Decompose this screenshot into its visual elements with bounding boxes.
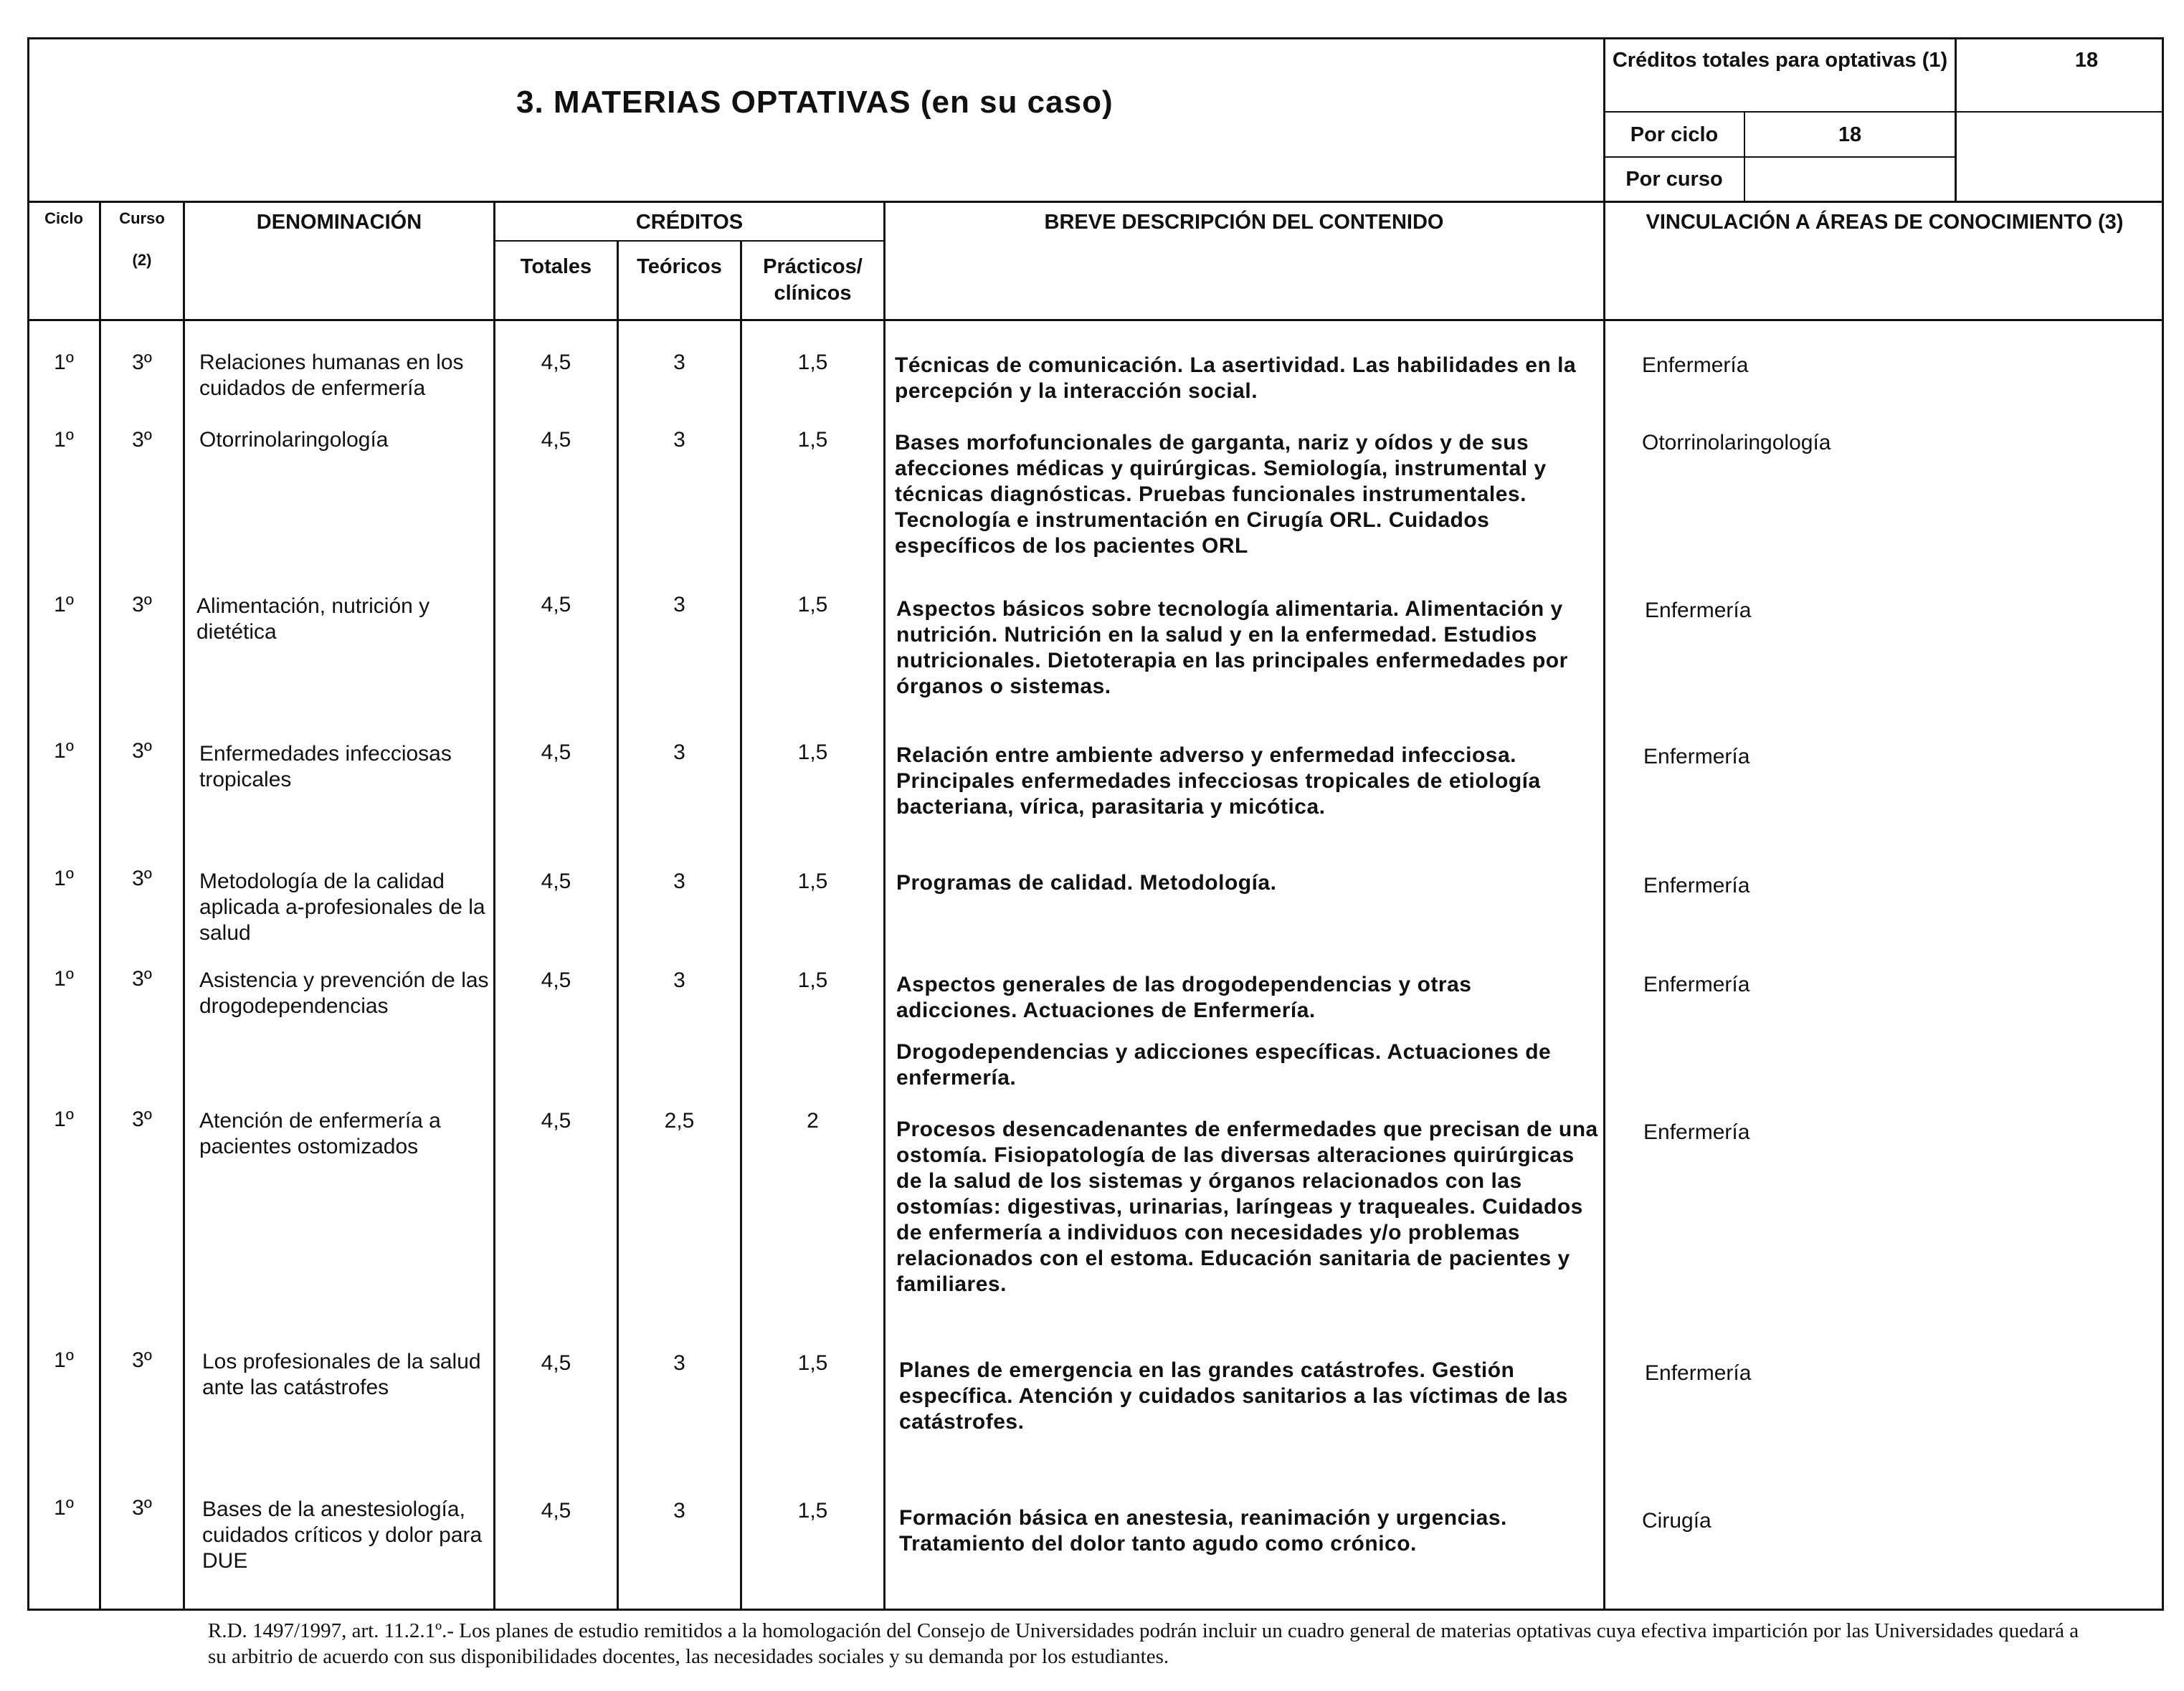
col-ciclo: Ciclo: [44, 209, 83, 227]
table-cell-ciclo: 1º: [54, 867, 74, 890]
table-cell-curso: 3º: [132, 1108, 152, 1131]
credit-box-line2: [1603, 156, 1955, 158]
table-cell-descripcion: Formación básica en anestesia, reanimación y urgencias. Tratamiento del dolor tanto agudo como crónico.: [899, 1506, 1507, 1556]
table-cell-denominacion: Los profesionales de la salud ante las catástrofes: [202, 1350, 481, 1399]
table-cell-ciclo: 1º: [54, 428, 74, 452]
por-curso-label: Por curso: [1625, 168, 1723, 191]
col-curso-note: (2): [132, 251, 152, 269]
table-cell-curso: 3º: [132, 1348, 152, 1372]
table-cell-teoricos: 3: [673, 740, 685, 764]
credit-box-line1: [1603, 111, 2164, 113]
table-cell-ciclo: 1º: [54, 351, 74, 374]
table-cell-denominacion: Relaciones humanas en los cuidados de enfermería: [199, 351, 464, 400]
table-cell-descripcion: Procesos desencadenantes de enfermedades que precisan de una ostomía. Fisiopatología de las diversas alteraciones quirúrgicas de la salud de los sistemas y órganos relacionados con las ostomías: digestivas, urinarias, laríngeas y traqueales. Cuidados de enfermería a individuos con necesidades y/o problemas relacionados con el estoma. Educación sanitaria de pacientes y familiares.: [896, 1118, 1598, 1296]
table-cell-area: Enfermería: [1643, 874, 1750, 897]
table-cell-ciclo: 1º: [54, 1108, 74, 1131]
table-cell-denominacion: Enfermedades infecciosas tropicales: [199, 742, 452, 791]
col-curso: Curso: [119, 209, 165, 227]
table-cell-area: Enfermería: [1643, 745, 1750, 768]
table-cell-practicos: 1,5: [797, 593, 828, 616]
table-cell-descripcion: Aspectos generales de las drogodependencias y otras adicciones. Actuaciones de Enfermería.: [896, 973, 1472, 1022]
table-cell-area: Enfermería: [1645, 599, 1752, 622]
col-denominacion: DENOMINACIÓN: [256, 211, 422, 234]
page-title: 3. MATERIAS OPTATIVAS (en su caso): [516, 85, 1114, 120]
table-cell-teoricos: 3: [673, 870, 685, 893]
table-cell-teoricos: 3: [673, 1351, 685, 1375]
table-cell-practicos: 2: [807, 1109, 819, 1133]
table-cell-area: Enfermería: [1643, 1120, 1750, 1144]
table-cell-area: Enfermería: [1643, 973, 1750, 996]
table-cell-curso: 3º: [132, 428, 152, 452]
col-line-ciclo: [99, 201, 101, 1611]
table-cell-teoricos: 3: [673, 351, 685, 374]
table-cell-practicos: 1,5: [797, 968, 828, 992]
table-cell-practicos: 1,5: [797, 870, 828, 893]
table-cell-ciclo: 1º: [54, 1348, 74, 1372]
table-cell-area: Otorrinolaringología: [1642, 431, 1831, 454]
table-cell-area: Cirugía: [1642, 1509, 1711, 1533]
creditos-totales-label: Créditos totales para optativas (1): [1612, 49, 1948, 72]
table-cell-curso: 3º: [132, 967, 152, 991]
table-cell-curso: 3º: [132, 351, 152, 374]
table-cell-curso: 3º: [132, 593, 152, 616]
table-cell-descripcion: Técnicas de comunicación. La asertividad. Las habilidades en la percepción y la interacción social.: [895, 353, 1577, 403]
table-cell-area: Enfermería: [1642, 353, 1749, 377]
col-creditos: CRÉDITOS: [635, 211, 744, 234]
col-line-denominacion: [493, 201, 495, 1611]
por-ciclo-label: Por ciclo: [1630, 123, 1719, 146]
table-cell-denominacion: Bases de la anestesiología, cuidados críticos y dolor para DUE: [202, 1497, 483, 1573]
table-cell-ciclo: 1º: [54, 967, 74, 991]
credit-box-inner: [1744, 111, 1745, 202]
table-cell-teoricos: 3: [673, 428, 685, 452]
table-cell-practicos: 1,5: [797, 1499, 828, 1523]
table-cell-ciclo: 1º: [54, 1496, 74, 1520]
table-cell-totales: 4,5: [541, 870, 571, 893]
table-cell-totales: 4,5: [541, 1499, 571, 1523]
col-line-practicos: [883, 201, 886, 1611]
table-cell-teoricos: 3: [673, 593, 685, 616]
creditos-subheader-line: [493, 240, 885, 242]
table-cell-totales: 4,5: [541, 1109, 571, 1133]
col-vinculacion: VINCULACIÓN A ÁREAS DE CONOCIMIENTO (3): [1646, 211, 2124, 234]
table-cell-descripcion: Bases morfofuncionales de garganta, nariz y oídos y de sus afecciones médicas y quirúrgicas. Semiología, instrumental y técnicas diagnósticas. Pruebas funcionales instrumentales. Tecnología e instrumentación en Cirugía ORL. Cuidados específicos de los pacientes ORL: [895, 431, 1547, 558]
table-cell-practicos: 1,5: [797, 1351, 828, 1375]
table-cell-teoricos: 3: [673, 968, 685, 992]
table-cell-descripcion: Programas de calidad. Metodología.: [896, 871, 1277, 895]
table-cell-teoricos: 2,5: [664, 1109, 695, 1133]
credit-box-left: [1603, 37, 1605, 1611]
body-divider: [27, 319, 2164, 321]
col-descripcion: BREVE DESCRIPCIÓN DEL CONTENIDO: [1044, 211, 1444, 234]
table-cell-totales: 4,5: [541, 740, 571, 764]
table-cell-denominacion: Otorrinolaringología: [199, 428, 389, 452]
table-cell-area: Enfermería: [1645, 1361, 1752, 1385]
table-cell-totales: 4,5: [541, 593, 571, 616]
table-cell-practicos: 1,5: [797, 351, 828, 374]
table-cell-denominacion: Metodología de la calidad aplicada a-profesionales de la salud: [199, 870, 485, 945]
creditos-totales-value: 18: [2074, 49, 2099, 72]
table-cell-denominacion: Alimentación, nutrición y dietética: [196, 594, 430, 644]
table-cell-descripcion: Aspectos básicos sobre tecnología alimentaria. Alimentación y nutrición. Nutrición en la salud y en la enfermedad. Estudios nutricionales. Dietoterapia en las principales enfermedades por órganos o sistemas.: [896, 597, 1568, 698]
table-cell-totales: 4,5: [541, 428, 571, 452]
table-cell-descripcion: Planes de emergencia en las grandes catástrofes. Gestión específica. Atención y cuidados sanitarios a las víctimas de las catástrofes.: [899, 1358, 1568, 1434]
table-cell-totales: 4,5: [541, 351, 571, 374]
table-cell-curso: 3º: [132, 739, 152, 763]
por-ciclo-value: 18: [1838, 123, 1862, 146]
table-cell-ciclo: 1º: [54, 739, 74, 763]
col-line-curso: [183, 201, 185, 1611]
col-teoricos: Teóricos: [637, 255, 722, 278]
col-practicos: Prácticos/ clínicos: [763, 255, 863, 305]
table-cell-practicos: 1,5: [797, 428, 828, 452]
table-cell-denominacion: Asistencia y prevención de las drogodependencias: [199, 968, 489, 1018]
footer-note: R.D. 1497/1997, art. 11.2.1º.- Los planes de estudio remitidos a la homologación del Consejo de Universidades podrán incluir un cuadro general de materias optativas cuya efectiva impartición por las Universidades quedará a su arbitrio de acuerdo con sus disponibilidades docentes, las necesidades sociales y su demanda por los estudiantes.: [208, 1619, 2079, 1668]
table-cell-teoricos: 3: [673, 1499, 685, 1523]
table-cell-practicos: 1,5: [797, 740, 828, 764]
table-cell-descripcion: Relación entre ambiente adverso y enfermedad infecciosa. Principales enfermedades infecciosas tropicales de etiología bacteriana, vírica, parasitaria y micótica.: [896, 743, 1541, 819]
table-cell-ciclo: 1º: [54, 593, 74, 616]
col-totales: Totales: [520, 255, 592, 278]
table-cell-curso: 3º: [132, 1496, 152, 1520]
credit-box-mid: [1955, 37, 1957, 202]
table-cell-totales: 4,5: [541, 1351, 571, 1375]
table-cell-denominacion: Atención de enfermería a pacientes ostomizados: [199, 1109, 441, 1158]
table-cell-totales: 4,5: [541, 968, 571, 992]
table-cell-descripcion-extra: Drogodependencias y adicciones específicas. Actuaciones de enfermería.: [896, 1040, 1552, 1090]
table-cell-curso: 3º: [132, 867, 152, 890]
header-divider: [27, 201, 2164, 203]
